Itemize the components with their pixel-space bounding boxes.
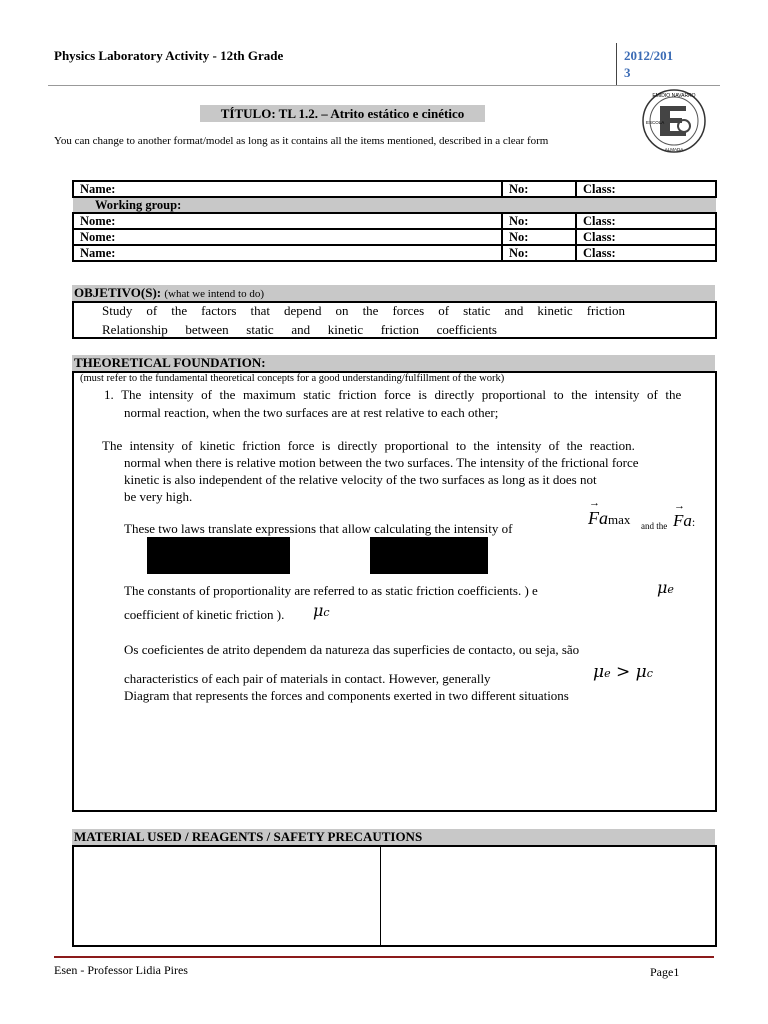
objective-heading-label: OBJETIVO(S): — [74, 285, 162, 300]
format-note: You can change to another format/model as long as it contains all the items mentioned, described in a clear form — [54, 135, 549, 147]
name-cell[interactable]: Nome: — [73, 213, 502, 229]
mu-e-subscript: e — [604, 667, 611, 680]
name-cell[interactable]: Name: — [73, 245, 502, 261]
school-year — [624, 47, 694, 81]
vector-arrow-icon: → — [589, 497, 600, 509]
number-cell[interactable]: No: — [502, 229, 576, 245]
characteristics-text: characteristics of each pair of materials in contact. However, generally — [124, 671, 491, 686]
footer-rule — [54, 956, 714, 958]
table-row — [73, 229, 716, 245]
document-title: TÍTULO: TL 1.2. – Atrito estático e cinético — [200, 105, 485, 122]
fa-symbol — [673, 500, 692, 531]
logo-text-side: ESCOLA — [646, 120, 665, 125]
law-2-line-4: be very high. — [124, 489, 193, 504]
law-1-line-1: 1. The intensity of the maximum static friction force is directly proportional to the intensity of the — [104, 387, 682, 402]
coefficients-text: Os coeficientes de atrito dependem da natureza das superficies de contacto, ou seja, são — [124, 642, 580, 657]
materials-heading: MATERIAL USED / REAGENTS / SAFETY PRECAUTIONS — [72, 829, 715, 845]
number-cell[interactable]: No: — [502, 181, 576, 197]
materials-cell-right[interactable] — [382, 847, 715, 945]
class-cell[interactable]: Class: — [576, 245, 716, 261]
kinetic-coefficient-text: coefficient of kinetic friction ). — [124, 607, 285, 622]
mu-c-symbol — [313, 601, 330, 620]
mu-c-subscript: c — [323, 606, 330, 619]
materials-divider — [380, 845, 381, 947]
mu-c-subscript: c — [646, 667, 653, 680]
fa-colon: : — [691, 515, 696, 529]
law-2-line-2: normal when there is relative motion between the two surfaces. The intensity of the frictional force — [124, 455, 639, 470]
laws-translation-text: These two laws translate expressions that allow calculating the intensity of — [124, 521, 513, 536]
diagram-instruction: Diagram that represents the forces and components exerted in two different situations — [124, 688, 569, 703]
table-row — [73, 181, 716, 197]
objective-hint: (what we intend to do) — [164, 288, 264, 300]
working-group-row — [73, 197, 716, 213]
class-cell[interactable]: Class: — [576, 181, 716, 197]
school-year-line1: 2012/201 — [624, 48, 674, 63]
objective-heading — [72, 285, 715, 301]
fa-max-subscript: max — [608, 512, 631, 527]
school-logo — [640, 88, 708, 154]
header-rule — [48, 85, 720, 86]
fa-max-symbol — [588, 497, 608, 529]
fa-label: Fa — [673, 511, 692, 530]
identification-table — [72, 180, 717, 262]
school-year-line2: 3 — [624, 65, 631, 80]
logo-text-top: EMÍDIO NAVARRO — [652, 93, 696, 99]
mu-c-letter: μ — [635, 662, 647, 682]
redacted-formula-kinetic — [370, 537, 488, 574]
law-2-line-3: kinetic is also independent of the relative velocity of the two surfaces as long as it does not — [124, 472, 597, 487]
law-2-line-1: The intensity of kinetic friction force is directly proportional to the intensity of the reaction. — [102, 438, 635, 453]
mu-e-letter: μ — [657, 578, 668, 597]
name-cell[interactable]: Name: — [73, 181, 502, 197]
mu-c-letter: μ — [313, 601, 324, 620]
name-cell[interactable]: Nome: — [73, 229, 502, 245]
mu-e-symbol — [657, 578, 674, 597]
working-group-label: Working group: — [73, 197, 716, 213]
header-divider — [616, 43, 617, 85]
law-1-line-2: normal reaction, when the two surfaces are at rest relative to each other; — [124, 405, 499, 420]
class-cell[interactable]: Class: — [576, 229, 716, 245]
greater-than-sign: > — [615, 662, 631, 682]
table-row — [73, 245, 716, 261]
theory-hint: (must refer to the fundamental theoretical concepts for a good understanding/fulfillment of the work) — [80, 373, 505, 384]
objective-line-1: Study of the factors that depend on the forces of static and kinetic friction — [102, 303, 625, 318]
footer-author: Esen - Professor Lidia Pires — [54, 963, 188, 977]
vector-arrow-icon: → — [674, 500, 685, 512]
mu-e-letter: μ — [593, 662, 605, 682]
formula-fa-max — [588, 497, 631, 529]
page-number: Page1 — [650, 965, 680, 979]
fa-max-label: Fa — [588, 508, 608, 528]
formula-fa — [673, 500, 696, 531]
header-title: Physics Laboratory Activity - 12th Grade — [54, 48, 284, 63]
redacted-formula-static — [147, 537, 290, 574]
objective-line-2: Relationship between static and kinetic friction coefficients — [102, 322, 497, 337]
theory-heading: THEORETICAL FOUNDATION: — [72, 355, 715, 371]
static-coefficient-text: The constants of proportionality are referred to as static friction coefficients. ) e — [124, 583, 538, 598]
number-cell[interactable]: No: — [502, 245, 576, 261]
class-cell[interactable]: Class: — [576, 213, 716, 229]
mu-e-subscript: e — [667, 583, 674, 596]
logo-text-bottom: ALMADA — [664, 147, 684, 152]
materials-cell-left[interactable] — [74, 847, 379, 945]
inequality-mu-e-gt-mu-c — [593, 662, 653, 682]
table-row — [73, 213, 716, 229]
and-the-text: and the — [641, 521, 668, 531]
number-cell[interactable]: No: — [502, 213, 576, 229]
